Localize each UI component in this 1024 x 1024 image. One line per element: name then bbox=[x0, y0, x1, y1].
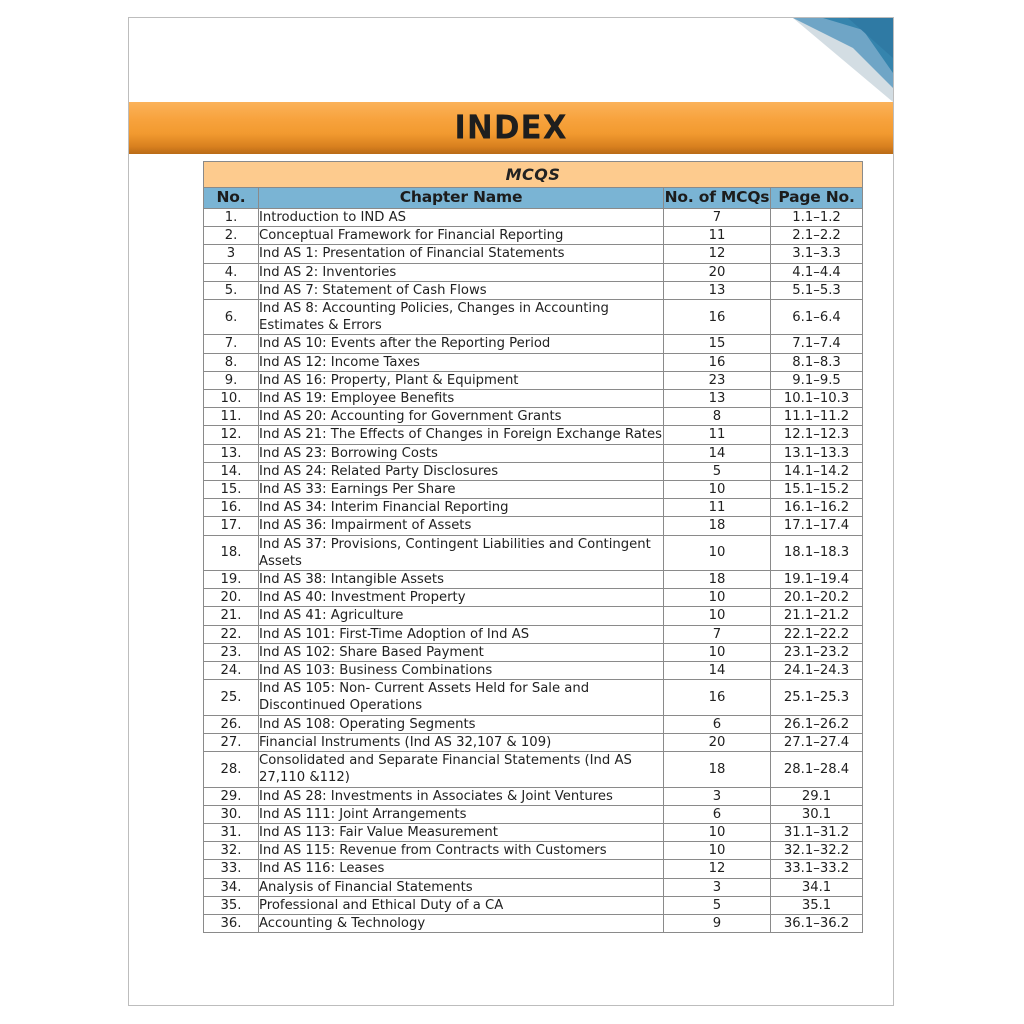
table-row bbox=[204, 263, 863, 281]
mcq-count: 11 bbox=[664, 227, 771, 245]
table-row bbox=[204, 209, 863, 227]
chapter-number: 22. bbox=[204, 625, 259, 643]
page-range: 16.1–16.2 bbox=[771, 499, 863, 517]
chapter-number: 32. bbox=[204, 842, 259, 860]
mcq-count: 6 bbox=[664, 805, 771, 823]
mcq-count: 16 bbox=[664, 353, 771, 371]
chapter-number: 11. bbox=[204, 408, 259, 426]
index-title-band bbox=[129, 102, 893, 154]
chapter-number: 28. bbox=[204, 752, 259, 787]
chapter-name: Professional and Ethical Duty of a CA bbox=[259, 896, 664, 914]
mcq-count: 20 bbox=[664, 733, 771, 751]
chapter-name: Ind AS 113: Fair Value Measurement bbox=[259, 823, 664, 841]
chapter-name: Ind AS 111: Joint Arrangements bbox=[259, 805, 664, 823]
table-row bbox=[204, 517, 863, 535]
chapter-name: Financial Instruments (Ind AS 32,107 & 109) bbox=[259, 733, 664, 751]
table-row bbox=[204, 426, 863, 444]
page-range: 22.1–22.2 bbox=[771, 625, 863, 643]
chapter-name: Ind AS 24: Related Party Disclosures bbox=[259, 462, 664, 480]
page-range: 13.1–13.3 bbox=[771, 444, 863, 462]
page-range: 4.1–4.4 bbox=[771, 263, 863, 281]
mcq-count: 7 bbox=[664, 209, 771, 227]
page-range: 5.1–5.3 bbox=[771, 281, 863, 299]
table-row bbox=[204, 390, 863, 408]
chapter-name: Ind AS 12: Income Taxes bbox=[259, 353, 664, 371]
mcq-count: 18 bbox=[664, 752, 771, 787]
page-range: 21.1–21.2 bbox=[771, 607, 863, 625]
chapter-number: 3 bbox=[204, 245, 259, 263]
chapter-number: 9. bbox=[204, 371, 259, 389]
chapter-number: 20. bbox=[204, 589, 259, 607]
page-range: 14.1–14.2 bbox=[771, 462, 863, 480]
mcq-count: 3 bbox=[664, 878, 771, 896]
mcq-count: 18 bbox=[664, 571, 771, 589]
column-header-page: Page No. bbox=[771, 188, 863, 209]
chapter-number: 24. bbox=[204, 662, 259, 680]
mcq-count: 13 bbox=[664, 281, 771, 299]
chapter-name: Ind AS 2: Inventories bbox=[259, 263, 664, 281]
page-range: 6.1–6.4 bbox=[771, 300, 863, 335]
chapter-name: Accounting & Technology bbox=[259, 914, 664, 932]
table-row bbox=[204, 300, 863, 335]
chapter-name: Ind AS 102: Share Based Payment bbox=[259, 643, 664, 661]
mcq-count: 14 bbox=[664, 444, 771, 462]
table-row bbox=[204, 499, 863, 517]
chapter-name: Ind AS 20: Accounting for Government Grants bbox=[259, 408, 664, 426]
chapter-number: 6. bbox=[204, 300, 259, 335]
page-range: 35.1 bbox=[771, 896, 863, 914]
corner-triangle-decoration-icon bbox=[793, 18, 893, 102]
table-row bbox=[204, 535, 863, 570]
chapter-number: 30. bbox=[204, 805, 259, 823]
chapter-number: 31. bbox=[204, 823, 259, 841]
table-row bbox=[204, 896, 863, 914]
page-range: 1.1–1.2 bbox=[771, 209, 863, 227]
mcq-count: 10 bbox=[664, 481, 771, 499]
mcq-count: 12 bbox=[664, 245, 771, 263]
mcq-count: 11 bbox=[664, 499, 771, 517]
mcq-count: 8 bbox=[664, 408, 771, 426]
mcq-count: 20 bbox=[664, 263, 771, 281]
chapter-number: 12. bbox=[204, 426, 259, 444]
table-row bbox=[204, 353, 863, 371]
chapter-number: 16. bbox=[204, 499, 259, 517]
chapter-number: 23. bbox=[204, 643, 259, 661]
chapter-number: 14. bbox=[204, 462, 259, 480]
mcq-count: 5 bbox=[664, 896, 771, 914]
table-row bbox=[204, 408, 863, 426]
chapter-name: Ind AS 21: The Effects of Changes in Foreign Exchange Rates bbox=[259, 427, 662, 443]
chapter-number: 17. bbox=[204, 517, 259, 535]
mcq-count: 16 bbox=[664, 300, 771, 335]
chapter-name: Analysis of Financial Statements bbox=[259, 878, 664, 896]
chapter-name: Ind AS 33: Earnings Per Share bbox=[259, 481, 664, 499]
chapter-number: 4. bbox=[204, 263, 259, 281]
mcq-count: 9 bbox=[664, 914, 771, 932]
mcq-count: 23 bbox=[664, 371, 771, 389]
mcq-count: 16 bbox=[664, 680, 771, 715]
chapter-number: 5. bbox=[204, 281, 259, 299]
page-title: INDEX bbox=[454, 109, 568, 147]
chapter-name: Ind AS 34: Interim Financial Reporting bbox=[259, 499, 664, 517]
table-row bbox=[204, 643, 863, 661]
page-range: 32.1–32.2 bbox=[771, 842, 863, 860]
chapter-name: Ind AS 116: Leases bbox=[259, 860, 664, 878]
chapter-name: Ind AS 19: Employee Benefits bbox=[259, 390, 664, 408]
chapter-number: 29. bbox=[204, 787, 259, 805]
section-title-row bbox=[204, 162, 863, 188]
chapter-number: 7. bbox=[204, 335, 259, 353]
index-table bbox=[203, 161, 863, 933]
chapter-number: 13. bbox=[204, 444, 259, 462]
page-range: 25.1–25.3 bbox=[771, 680, 863, 715]
page-range: 19.1–19.4 bbox=[771, 571, 863, 589]
page-range: 9.1–9.5 bbox=[771, 371, 863, 389]
table-row bbox=[204, 371, 863, 389]
table-row bbox=[204, 589, 863, 607]
chapter-name: Ind AS 28: Investments in Associates & Joint Ventures bbox=[259, 787, 664, 805]
index-table-body bbox=[204, 209, 863, 933]
page-range: 18.1–18.3 bbox=[771, 535, 863, 570]
chapter-number: 34. bbox=[204, 878, 259, 896]
chapter-number: 15. bbox=[204, 481, 259, 499]
chapter-number: 10. bbox=[204, 390, 259, 408]
chapter-number: 21. bbox=[204, 607, 259, 625]
table-row bbox=[204, 733, 863, 751]
page-range: 24.1–24.3 bbox=[771, 662, 863, 680]
table-row bbox=[204, 281, 863, 299]
table-row bbox=[204, 607, 863, 625]
chapter-name: Ind AS 8: Accounting Policies, Changes in Accounting Estimates & Errors bbox=[259, 300, 664, 335]
table-row bbox=[204, 481, 863, 499]
page-range: 34.1 bbox=[771, 878, 863, 896]
page-range: 10.1–10.3 bbox=[771, 390, 863, 408]
chapter-name: Ind AS 115: Revenue from Contracts with Customers bbox=[259, 842, 664, 860]
page-range: 28.1–28.4 bbox=[771, 752, 863, 787]
mcq-count: 13 bbox=[664, 390, 771, 408]
page-range: 2.1–2.2 bbox=[771, 227, 863, 245]
chapter-name: Ind AS 37: Provisions, Contingent Liabilities and Contingent Assets bbox=[259, 535, 664, 570]
column-header-chapter: Chapter Name bbox=[259, 188, 664, 209]
chapter-name: Ind AS 16: Property, Plant & Equipment bbox=[259, 371, 664, 389]
table-row bbox=[204, 680, 863, 715]
page-range: 27.1–27.4 bbox=[771, 733, 863, 751]
column-header-row bbox=[204, 188, 863, 209]
page-range: 7.1–7.4 bbox=[771, 335, 863, 353]
table-row bbox=[204, 805, 863, 823]
chapter-number: 8. bbox=[204, 353, 259, 371]
chapter-name: Ind AS 101: First-Time Adoption of Ind AS bbox=[259, 625, 664, 643]
table-row bbox=[204, 571, 863, 589]
mcq-count: 6 bbox=[664, 715, 771, 733]
page-range: 12.1–12.3 bbox=[771, 426, 863, 444]
chapter-name: Ind AS 103: Business Combinations bbox=[259, 662, 664, 680]
chapter-number: 25. bbox=[204, 680, 259, 715]
table-row bbox=[204, 878, 863, 896]
chapter-name: Ind AS 1: Presentation of Financial Statements bbox=[259, 245, 664, 263]
page-range: 26.1–26.2 bbox=[771, 715, 863, 733]
chapter-name: Ind AS 10: Events after the Reporting Period bbox=[259, 335, 664, 353]
table-row bbox=[204, 752, 863, 787]
column-header-mcqs: No. of MCQs bbox=[664, 188, 771, 209]
section-title: MCQS bbox=[204, 162, 863, 188]
mcq-count: 10 bbox=[664, 643, 771, 661]
mcq-count: 10 bbox=[664, 535, 771, 570]
table-row bbox=[204, 335, 863, 353]
page-range: 29.1 bbox=[771, 787, 863, 805]
page-range: 36.1–36.2 bbox=[771, 914, 863, 932]
chapter-number: 2. bbox=[204, 227, 259, 245]
chapter-name: Ind AS 108: Operating Segments bbox=[259, 715, 664, 733]
mcq-count: 12 bbox=[664, 860, 771, 878]
page-range: 23.1–23.2 bbox=[771, 643, 863, 661]
mcq-count: 5 bbox=[664, 462, 771, 480]
page-range: 3.1–3.3 bbox=[771, 245, 863, 263]
mcq-count: 7 bbox=[664, 625, 771, 643]
page-range: 15.1–15.2 bbox=[771, 481, 863, 499]
chapter-number: 26. bbox=[204, 715, 259, 733]
chapter-number: 27. bbox=[204, 733, 259, 751]
table-row bbox=[204, 662, 863, 680]
table-row bbox=[204, 823, 863, 841]
page-range: 33.1–33.2 bbox=[771, 860, 863, 878]
chapter-name: Ind AS 7: Statement of Cash Flows bbox=[259, 281, 664, 299]
chapter-name: Ind AS 36: Impairment of Assets bbox=[259, 517, 664, 535]
mcq-count: 15 bbox=[664, 335, 771, 353]
mcq-count: 14 bbox=[664, 662, 771, 680]
chapter-name: Introduction to IND AS bbox=[259, 209, 664, 227]
mcq-count: 10 bbox=[664, 842, 771, 860]
chapter-number: 19. bbox=[204, 571, 259, 589]
chapter-number: 1. bbox=[204, 209, 259, 227]
chapter-name: Consolidated and Separate Financial Statements (Ind AS 27,110 &112) bbox=[259, 752, 664, 787]
page-range: 17.1–17.4 bbox=[771, 517, 863, 535]
chapter-name: Conceptual Framework for Financial Reporting bbox=[259, 227, 664, 245]
table-row bbox=[204, 245, 863, 263]
chapter-name: Ind AS 38: Intangible Assets bbox=[259, 571, 664, 589]
chapter-name: Ind AS 23: Borrowing Costs bbox=[259, 444, 664, 462]
table-row bbox=[204, 787, 863, 805]
mcq-count: 18 bbox=[664, 517, 771, 535]
table-row bbox=[204, 444, 863, 462]
page-range: 8.1–8.3 bbox=[771, 353, 863, 371]
chapter-number: 35. bbox=[204, 896, 259, 914]
chapter-name: Ind AS 40: Investment Property bbox=[259, 589, 664, 607]
table-row bbox=[204, 914, 863, 932]
chapter-number: 33. bbox=[204, 860, 259, 878]
mcq-count: 10 bbox=[664, 823, 771, 841]
table-row bbox=[204, 625, 863, 643]
column-header-no: No. bbox=[204, 188, 259, 209]
chapter-number: 18. bbox=[204, 535, 259, 570]
table-row bbox=[204, 227, 863, 245]
mcq-count: 10 bbox=[664, 607, 771, 625]
table-row bbox=[204, 715, 863, 733]
chapter-name: Ind AS 105: Non- Current Assets Held for Sale and Discontinued Operations bbox=[259, 680, 664, 715]
page-range: 30.1 bbox=[771, 805, 863, 823]
mcq-count: 3 bbox=[664, 787, 771, 805]
table-row bbox=[204, 462, 863, 480]
page-range: 11.1–11.2 bbox=[771, 408, 863, 426]
mcq-count: 11 bbox=[664, 426, 771, 444]
page-range: 31.1–31.2 bbox=[771, 823, 863, 841]
table-row bbox=[204, 842, 863, 860]
table-row bbox=[204, 860, 863, 878]
chapter-name: Ind AS 41: Agriculture bbox=[259, 607, 664, 625]
index-page bbox=[128, 17, 894, 1006]
chapter-number: 36. bbox=[204, 914, 259, 932]
mcq-count: 10 bbox=[664, 589, 771, 607]
page-range: 20.1–20.2 bbox=[771, 589, 863, 607]
